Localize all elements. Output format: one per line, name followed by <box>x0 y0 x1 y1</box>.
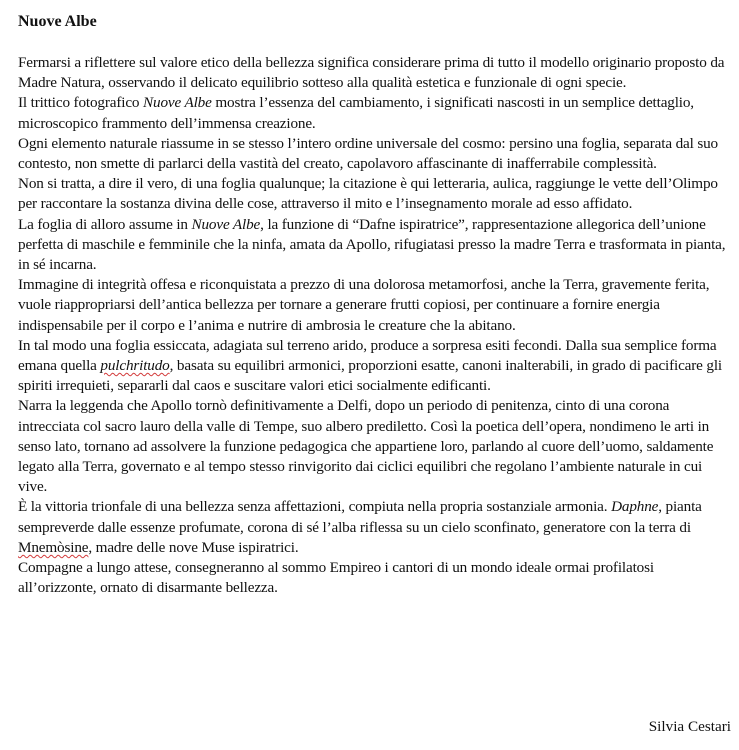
text-run: , madre delle nove Muse ispiratrici. <box>88 538 299 556</box>
document-body <box>18 53 730 598</box>
italic-text: Daphne <box>611 498 659 516</box>
paragraph <box>18 336 730 397</box>
text-run: Narra la leggenda che Apollo tornò definitivamente a Delfi, dopo un periodo di penitenza, cinto di una corona intrecciata col sacro lauro della valle di Tempe, suo albero prediletto. Così la poetica dell’opera, nondimeno le arti in senso lato, tornano ad assolvere la funzione pedagogica che appartiene loro, parlando al cuore dell’uomo, saldamente legato alla Terra, governato e al tempo stesso rinvigorito dai ciclici equilibri che regolano l’ambiente naturale in cui vive. <box>18 397 714 496</box>
paragraph <box>18 215 730 276</box>
text-run: La foglia di alloro assume in <box>18 215 192 233</box>
text-run: È la vittoria trionfale di una bellezza senza affettazioni, compiuta nella propria sostanziale armonia. <box>18 498 612 516</box>
paragraph <box>18 174 730 214</box>
text-run: Mnemòsine <box>18 538 89 556</box>
italic-text: Nuove Albe <box>191 215 261 233</box>
paragraph <box>18 134 730 174</box>
text-run: Immagine di integrità offesa e riconquistata a prezzo di una dolorosa metamorfosi, anche la Terra, gravemente ferita, vuole riappropriarsi dell’antica bellezza per tornare a generare frutti copiosi, per continuare a fornire energia indispensabile per il corpo e l’anima e nutrire di ambrosia le creature che la abitano. <box>18 276 710 334</box>
text-run: Fermarsi a riflettere sul valore etico della bellezza significa considerare prima di tutto il modello originario proposto da Madre Natura, osservando il delicato equilibrio sotteso alla qualità estetica e funzionale di ogni specie. <box>18 54 725 92</box>
paragraph <box>18 497 730 558</box>
text-run: , pianta sempreverde dalle essenze profumate, corona di sé l’alba riflessa su un cielo sconfinato, generatore con la terra di <box>18 498 702 536</box>
paragraph <box>18 53 730 93</box>
paragraph <box>18 93 730 133</box>
text-run: mostra l’essenza del cambiamento, i significati nascosti in un semplice dettaglio, microscopico frammento dell’immensa creazione. <box>18 94 694 132</box>
text-run: Ogni elemento naturale riassume in se stesso l’intero ordine universale del cosmo: persino una foglia, separata dal suo contesto, non smette di parlarci della vastità del creato, capolavoro affascinante di inafferrabile complessità. <box>18 134 718 173</box>
document-title: Nuove Albe <box>18 13 97 30</box>
text-run: , basata su equilibri armonici, proporzioni esatte, canoni inalterabili, in grado di pacificare gli spiriti irrequieti, separarli dal caos e suscitare valori etici socialmente edificanti. <box>18 357 723 395</box>
text-run: Non si tratta, a dire il vero, di una foglia qualunque; la citazione è qui letteraria, aulica, raggiunge le vette dell’Olimpo per raccontare la sostanza divina delle cose, attraverso il mito e l’insegnamento morale ad esso affidato. <box>18 175 718 213</box>
paragraph <box>18 558 730 598</box>
paragraph <box>18 275 730 336</box>
italic-text: Nuove Albe <box>143 94 212 112</box>
text-run: Compagne a lungo attese, consegneranno al sommo Empireo i cantori di un mondo ideale ormai profilatosi all’orizzonte, ornato di disarmante bellezza. <box>18 559 654 597</box>
author-signature: Silvia Cestari <box>648 718 731 735</box>
italic-text: pulchritudo <box>100 357 170 375</box>
text-run: In tal modo una foglia essiccata, adagiata sul terreno arido, produce a sorpresa esiti fecondi. Dalla sua semplice forma emana quella <box>18 336 717 375</box>
text-run: Il trittico fotografico <box>18 94 144 112</box>
document-page <box>18 12 730 598</box>
paragraph <box>18 396 730 497</box>
text-run: , la funzione di “Dafne ispiratrice”, rappresentazione allegorica dell’unione perfetta di maschile e femminile che la ninfa, amata da Apollo, rifugiatasi presso la madre Terra e trasformata in pianta, in sé incarna. <box>18 215 726 274</box>
